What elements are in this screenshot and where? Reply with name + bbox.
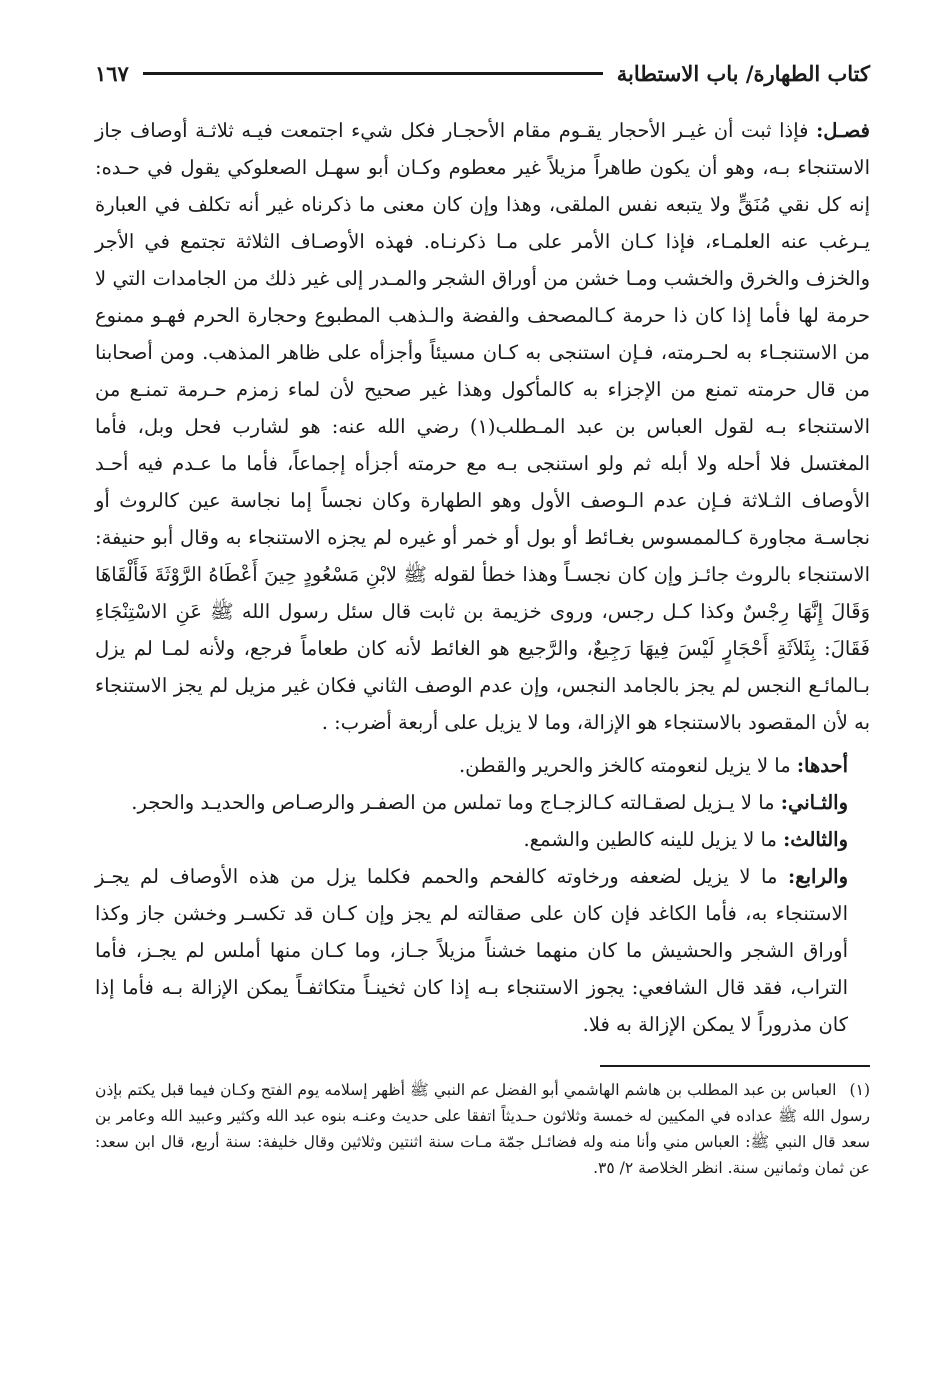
list-item <box>95 784 870 821</box>
main-text <box>95 112 870 1181</box>
list-item-text: ما لا يزيل لنعومته كالخز والحرير والقطن. <box>458 754 791 777</box>
footnote-number: (١) <box>849 1081 870 1099</box>
list-item-label: والثالث: <box>783 828 848 851</box>
list-item-text: ما لا يـزيل لصقـالته كـالزجـاج وما تملس من الصفـر والرصـاص والحديـد والحجر. <box>131 791 775 814</box>
section-lead: فصـل: <box>816 119 870 142</box>
page-number: ١٦٧ <box>95 60 129 86</box>
list-item-text: ما لا يزيل للينه كالطين والشمع. <box>523 828 777 851</box>
footnote-divider <box>600 1065 870 1067</box>
list-item <box>95 858 870 1043</box>
list-item-label: والثـاني: <box>780 791 848 814</box>
page <box>95 52 870 1181</box>
list-item-text: ما لا يزيل لضعفه ورخاوته كالفحم والحمم فكلما يزل من هذه الأوصاف لم يجـز الاستنجاء به، فأما الكاغد فإن كان على صقالته لم يجز وإن كـان قد تكسـر وخشن جاز وكذا أوراق الشجر والحشيش ما كان منهما خشناً مزيلاً جـاز، وما كـان منها أملس لم يجـز، فأما التراب، فقد قال الشافعي: يجوز الاستنجاء بـه إذا كان ثخينـاً متكاثفـاً يمكن الإزالة بـه فأما إذا كان مذروراً لا يمكن الإزالة به فلا. <box>95 865 848 1036</box>
list-item <box>95 747 870 784</box>
running-header <box>95 52 870 94</box>
list-item-label: أحدها: <box>796 754 848 777</box>
chapter-title: كتاب الطهارة/ باب الاستطابة <box>616 60 870 86</box>
section-paragraph <box>95 112 870 741</box>
header-rule <box>143 72 603 75</box>
section-text: فإذا ثبت أن غيـر الأحجار يقـوم مقام الأحجـار فكل شيء اجتمعت فيـه ثلاثـة أوصاف جاز الاستنجاء بـه، وهو أن يكون طاهراً مزيلاً غير معطوم وكـان أبو سهـل الصعلوكي يقول في حـده: إنه كل نقي مُنَقٍّ ولا يتبعه نفس الملقى، وهذا وإن كان معنى ما ذكرناه غير أنه تكلف في العبارة يـرغب عنه العلمـاء، فإذا كـان الأمر على مـا ذكرنـاه. فهذه الأوصـاف الثلاثة تجتمع في الأجر والخزف والخرق والخشب ومـا خشن من أوراق الشجر والمـدر إلى غير ذلك من الجامدات التي لا حرمة لها فأما إذا كان ذا حرمة كـالمصحف والفضة والـذهب المطبوع وحجارة الحرم فهـو ممنوع من الاستنجـاء به لحـرمته، فـإن استنجى به كـان مسيئاً وأجزأه على ظاهر المذهب. ومن أصحابنا من قال حرمته تمنع من الإجزاء به كالمأكول وهذا غير صحيح لأن لماء زمزم حـرمة تمنـع من الاستنجاء بـه لقول العباس بن عبد المـطلب(١) رضي الله عنه: هو لشارب فحل وبل، فأما المغتسل فلا أحله ولا أبله ثم ولو استنجى بـه مع حرمته أجزأه إجماعاً، فأما ما عـدم فيه أحـد الأوصاف الثـلاثة فـإن عدم الـوصف الأول وهو الطهارة وكان نجساً إما نجاسة عين كالروث أو نجاسـة مجاورة كـالممسوس بغـائط أو بول أو خمر أو غيره لم يجزه الاستنجاء به وقال أبو حنيفة: الاستنجاء بالروث جائـز وإن كان نجسـاً وهذا خطأ لقوله ﷺ لابْنِ مَسْعُودٍ حِينَ أَعْطَاهُ الرَّوْثَةَ فَأَلْقَاهَا وَقَالَ إِنَّهَا رِجْسٌ وكذا كـل رجس، وروى خزيمة بن ثابت قال سئل رسول الله ﷺ عَنِ الاسْتِنْجَاءِ فَقَالَ: بِثَلاَثَةِ أَحْجَارٍ لَيْسَ فِيهَا رَجِيعٌ، والرَّجيع هو الغائط لأنه كان طعاماً فرجع، ولأنه لمـا لم يزل بـالمائـع النجس لم يجز بالجامد النجس، وإن عدم الوصف الثاني فكان غير مزيل لم يجز الاستنجاء به لأن المقصود بالاستنجاء هو الإزالة، وما لا يزيل على أربعة أضرب: . <box>95 119 870 734</box>
categories-list <box>95 747 870 1043</box>
list-item-label: والرابع: <box>788 865 848 888</box>
footnote <box>95 1077 870 1181</box>
list-item <box>95 821 870 858</box>
footnote-text: العباس بن عبد المطلب بن هاشم الهاشمي أبو الفضل عم النبي ﷺ أظهر إسلامه يوم الفتح وكـان فيما قبل يكتم بإذن رسول الله ﷺ عداده في المكيين له خمسة وثلاثون حـديثاً اتفقا على حديث وعنـه بنوه عبد الله وكثير وعبيد الله وعامر بن سعد قال النبي ﷺ: العباس مني وأنا منه وله فضائـل جمّة مـات سنة اثنتين وثلاثين وقال خليفة: سنة أربع، قال ابن سعد: عن ثمان وثمانين سنة. انظر الخلاصة ٢/ ٣٥. <box>95 1081 870 1177</box>
